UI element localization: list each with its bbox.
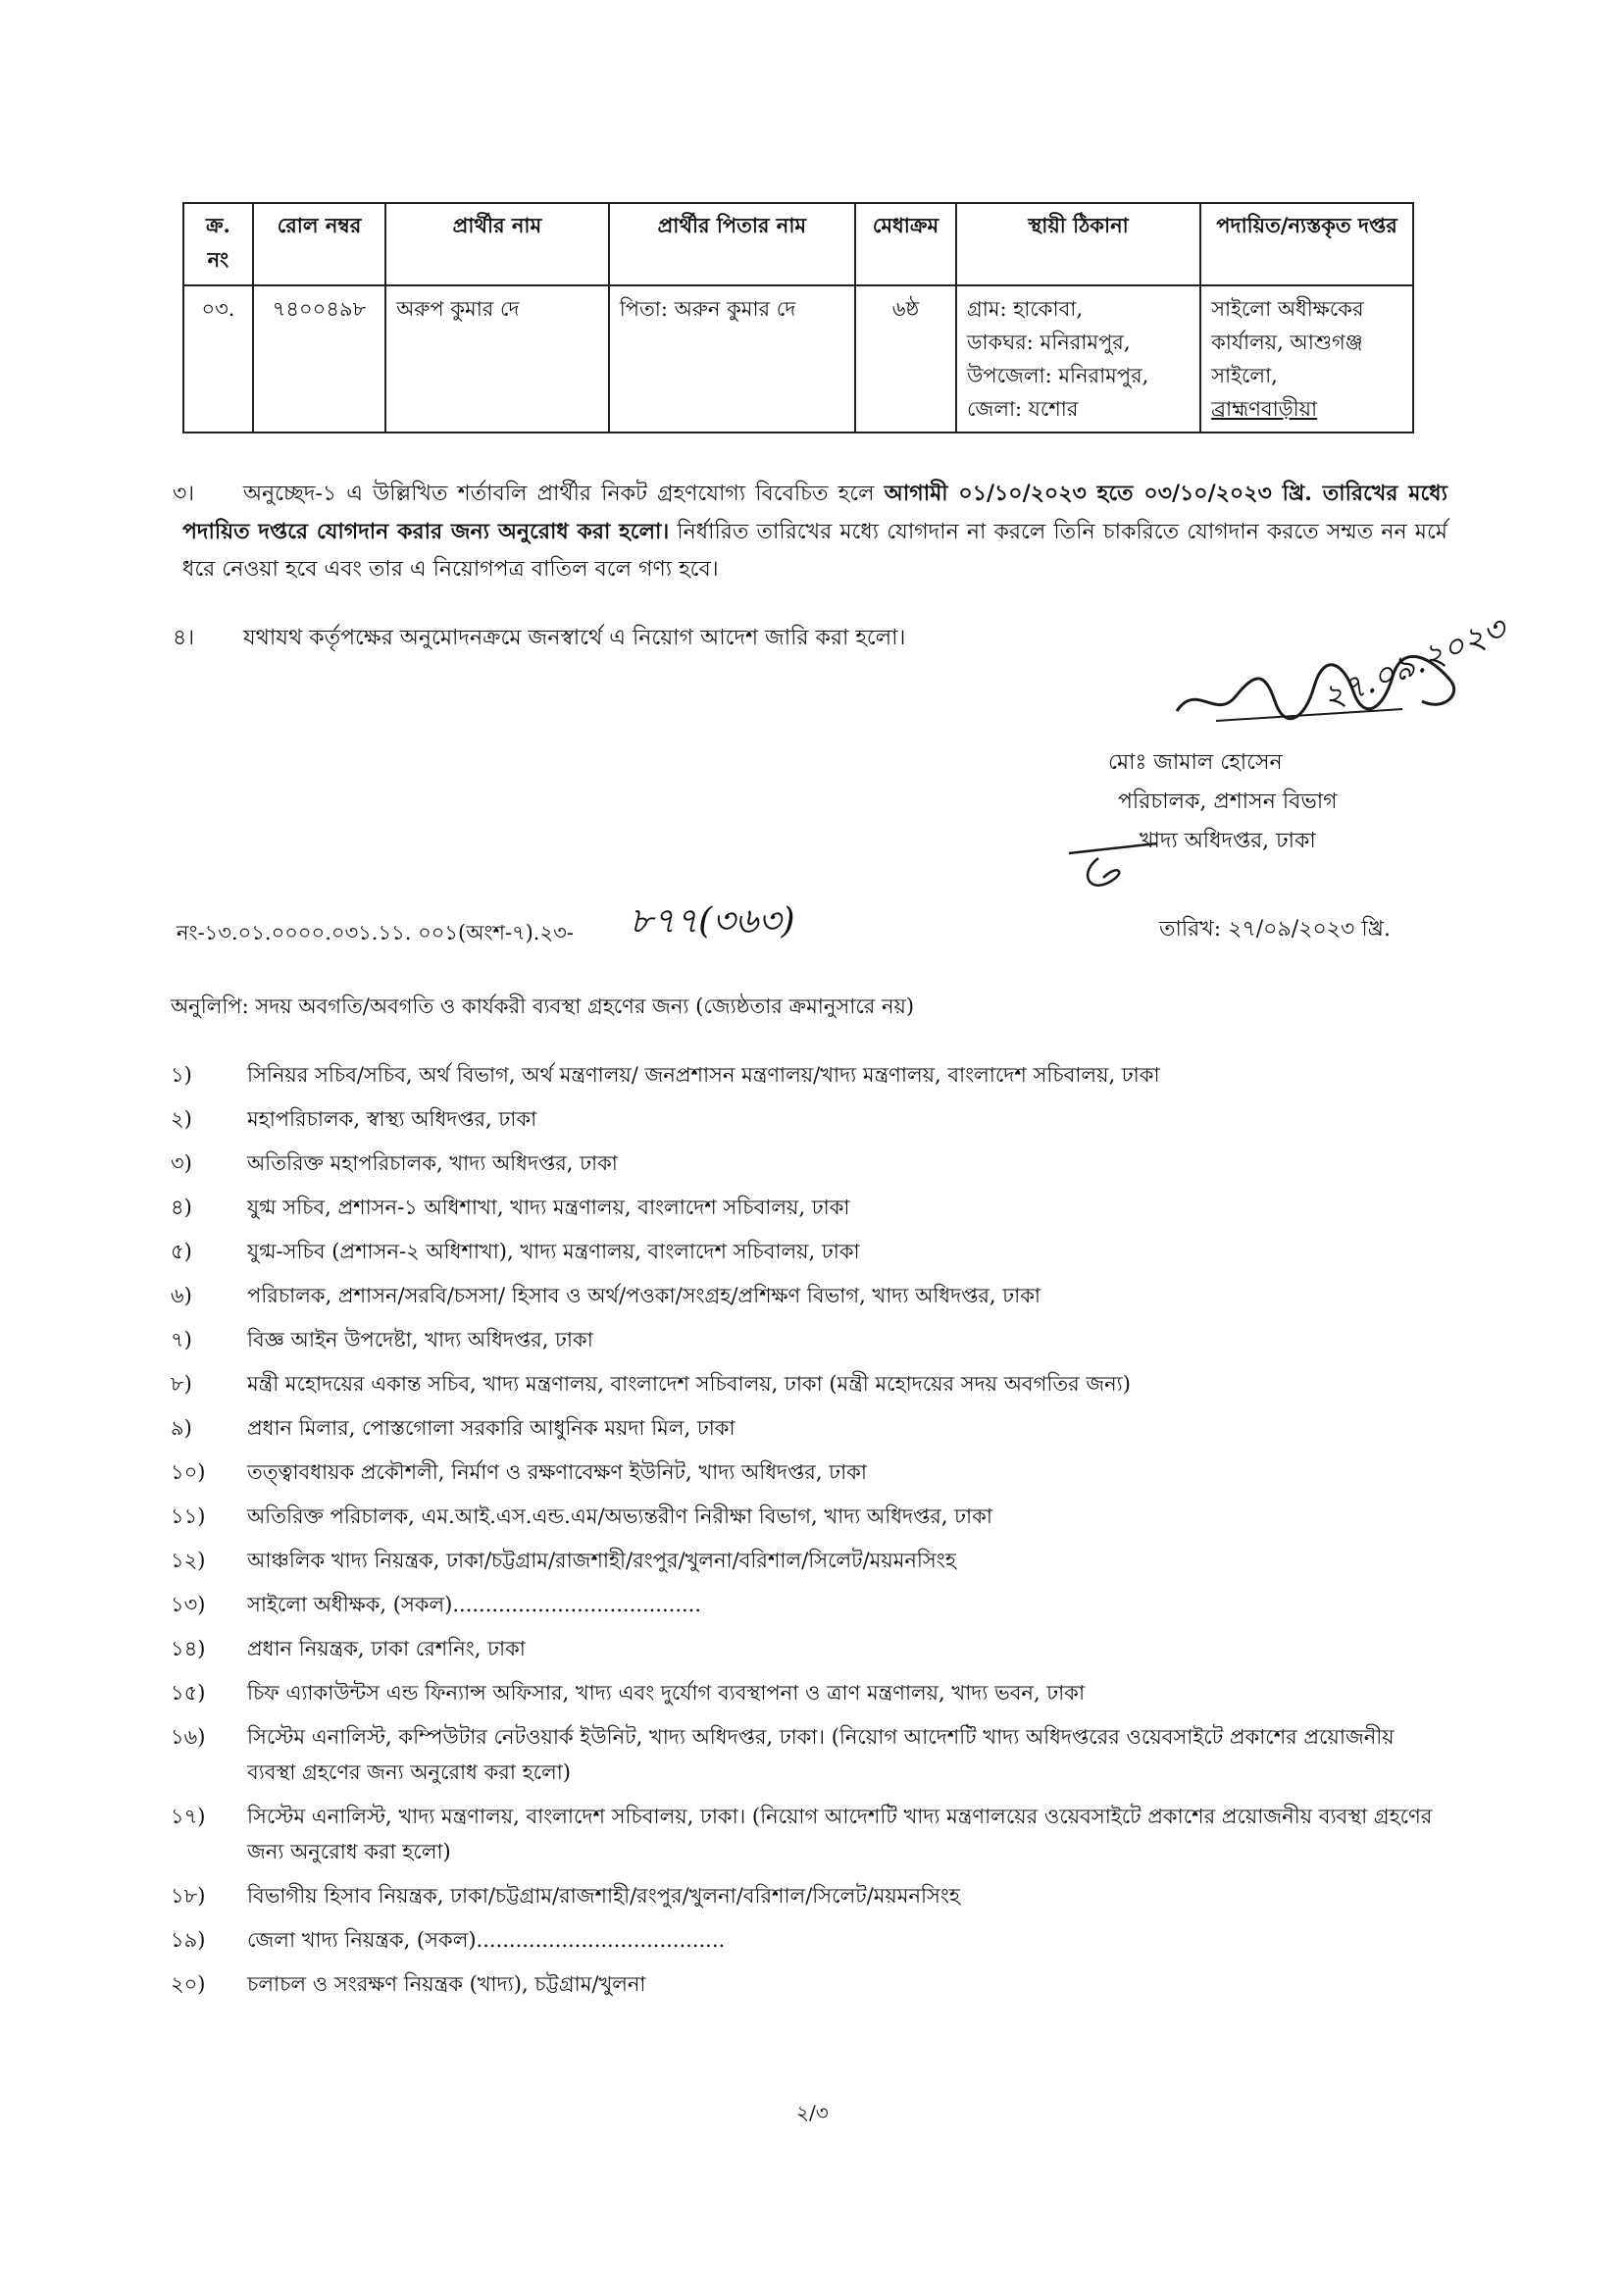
paragraph-bold-text: আগামী ০১/১০/২০২৩ হতে ০৩/১০/২০২৩ খ্রি. তারিখের মধ্যে পদায়িত দপ্তরে যোগদান করার জন্য অনুরোধ করা হলো। (182, 481, 1447, 544)
list-item-number: ২০) (171, 1972, 206, 1996)
cell-roll: ৭৪০০৪৯৮ (253, 285, 385, 433)
paragraph-text: অনুচ্ছেদ-১ এ উল্লিখিত শর্তাবলি প্রার্থীর নিকট গ্রহণযোগ্য বিবেচিত হলে (243, 482, 885, 506)
list-item-text: চিফ এ্যাকাউন্টস এন্ড ফিন্যান্স অফিসার, খাদ্য এবং দুর্যোগ ব্যবস্থাপনা ও ত্রাণ মন্ত্রণালয়, খাদ্য ভবন, ঢাকা (247, 1681, 1086, 1705)
header-candidate-name: প্রার্থীর নাম (385, 203, 609, 285)
list-item (171, 1146, 1446, 1181)
list-item-number: ১৬) (171, 1725, 206, 1749)
list-item (171, 1101, 1446, 1137)
list-item (171, 1587, 1446, 1622)
list-item-text: প্রধান নিয়ন্ত্রক, ঢাকা রেশনিং, ঢাকা (247, 1637, 526, 1660)
header-address: স্থায়ী ঠিকানা (956, 203, 1200, 285)
list-item-text: প্রধান মিলার, পোস্তগোলা সরকারি আধুনিক ময়দা মিল, ঢাকা (247, 1416, 736, 1440)
list-item-text: মন্ত্রী মহোদয়ের একান্ত সচিব, খাদ্য মন্ত্রণালয়, বাংলাদেশ সচিবালয়, ঢাকা (মন্ত্রী মহোদয়ের সদয় অবগতির জন্য) (247, 1372, 1131, 1396)
list-item-number: ১৭) (171, 1805, 206, 1828)
cell-posting-office (1200, 285, 1413, 433)
list-item (171, 1922, 1446, 1958)
list-item-text: জেলা খাদ্য নিয়ন্ত্রক, (সকল)...................................... (247, 1928, 726, 1952)
list-item (171, 1499, 1446, 1534)
address-line: ডাকঘর: মনিরামপুর, (967, 331, 1131, 354)
list-item (171, 1278, 1446, 1313)
list-item-text: সিস্টেম এনালিস্ট, কম্পিউটার নেটওয়ার্ক ইউনিট, খাদ্য অধিদপ্তর, ঢাকা। (নিয়োগ আদেশটি খাদ্য অধিদপ্তরের ওয়েবসাইটে প্রকাশের প্রয়োজনীয় ব্যবস্থা গ্রহণের জন্য অনুরোধ করা হলো) (247, 1725, 1395, 1784)
list-item-text: বিভাগীয় হিসাব নিয়ন্ত্রক, ঢাকা/চট্টগ্রাম/রাজশাহী/রংপুর/খুলনা/বরিশাল/সিলেট/ময়মনসিংহ (247, 1884, 960, 1908)
list-item-number: ১৩) (171, 1593, 206, 1616)
list-item-number: ৮) (171, 1372, 192, 1396)
list-item (171, 1966, 1446, 2002)
table-header-row (183, 203, 1413, 285)
address-line: গ্রাম: হাকোবা, (967, 297, 1084, 321)
address-line: উপজেলা: মনিরামপুর, (967, 364, 1149, 387)
header-merit: মেধাক্রম (855, 203, 956, 285)
cell-serial: ০৩. (183, 285, 253, 433)
memo-date: তারিখ: ২৭/০৯/২০২৩ খ্রি. (1159, 917, 1392, 942)
copy-heading: অনুলিপি: সদয় অবগতি/অবগতি ও কার্যকরী ব্যবস্থা গ্রহণের জন্য (জ্যেষ্ঠতার ক্রমানুসারে নয়) (171, 994, 915, 1018)
paragraph-3 (173, 475, 1447, 588)
list-item (171, 1234, 1446, 1269)
list-item-number: ৯) (171, 1416, 192, 1440)
signatory-name: মোঃ জামাল হোসেন (1108, 750, 1283, 775)
list-item-text: অতিরিক্ত মহাপরিচালক, খাদ্য অধিদপ্তর, ঢাকা (247, 1151, 618, 1175)
list-item-text: সাইলো অধীক্ষক, (সকল)...................................... (247, 1593, 702, 1616)
cell-father-name: পিতা: অরুন কুমার দে (609, 285, 855, 433)
list-item-text: চলাচল ও সংরক্ষণ নিয়ন্ত্রক (খাদ্য), চট্টগ্রাম/খুলনা (247, 1972, 646, 1996)
list-item (171, 1799, 1446, 1869)
list-item-text: সিস্টেম এনালিস্ট, খাদ্য মন্ত্রণালয়, বাংলাদেশ সচিবালয়, ঢাকা। (নিয়োগ আদেশটি খাদ্য মন্ত্রণালয়ের ওয়েবসাইটে প্রকাশের প্রয়োজনীয় ব্যবস্থা গ্রহণের জন্য অনুরোধ করা হলো) (247, 1805, 1433, 1863)
list-item-number: ১) (171, 1063, 192, 1087)
list-item-number: ১০) (171, 1460, 206, 1484)
list-item (171, 1322, 1446, 1357)
paragraph-number: ৩। (173, 482, 195, 506)
list-item-number: ১৪) (171, 1637, 206, 1660)
appointment-table (182, 202, 1414, 433)
paragraph-text: যথাযথ কর্তৃপক্ষের অনুমোদনক্রমে জনস্বার্থে এ নিয়োগ আদেশ জারি করা হলো। (243, 626, 906, 650)
address-line: জেলা: যশোর (967, 397, 1079, 421)
list-item (171, 1719, 1446, 1790)
list-item-text: আঞ্চলিক খাদ্য নিয়ন্ত্রক, ঢাকা/চট্টগ্রাম/রাজশাহী/রংপুর/খুলনা/বরিশাল/সিলেট/ময়মনসিংহ (247, 1549, 956, 1572)
copy-list (171, 1057, 1446, 2011)
list-item (171, 1631, 1446, 1666)
list-item-text: অতিরিক্ত পরিচালক, এম.আই.এস.এন্ড.এম/অভ্যন্তরীণ নিরীক্ষা বিভাগ, খাদ্য অধিদপ্তর, ঢাকা (247, 1504, 992, 1528)
list-item-text: তত্ত্বাবধায়ক প্রকৌশলী, নির্মাণ ও রক্ষণাবেক্ষণ ইউনিট, খাদ্য অধিদপ্তর, ঢাকা (247, 1460, 867, 1484)
header-roll: রোল নম্বর (253, 203, 385, 285)
office-line: কার্যালয়, আশুগঞ্জ (1211, 331, 1363, 354)
memo-number: নং-১৩.০১.০০০০.০৩১.১১. ০০১(অংশ-৭).২৩- (177, 921, 574, 944)
page-number: ২/৩ (796, 2101, 829, 2124)
office-line: ব্রাহ্মণবাড়ীয়া (1211, 397, 1318, 421)
list-item-number: ১৮) (171, 1884, 206, 1908)
header-father-name: প্রার্থীর পিতার নাম (609, 203, 855, 285)
list-item-number: ২) (171, 1107, 192, 1131)
list-item (171, 1878, 1446, 1913)
office-line: সাইলো অধীক্ষকের (1211, 297, 1364, 321)
list-item (171, 1410, 1446, 1446)
list-item-text: মহাপরিচালক, স্বাস্থ্য অধিদপ্তর, ঢাকা (247, 1107, 537, 1131)
list-item-text: সিনিয়র সচিব/সচিব, অর্থ বিভাগ, অর্থ মন্ত্রণালয়/ জনপ্রশাসন মন্ত্রণালয়/খাদ্য মন্ত্রণালয়, বাংলাদেশ সচিবালয়, ঢাকা (247, 1063, 1160, 1087)
signatory-designation: পরিচালক, প্রশাসন বিভাগ (1118, 790, 1338, 814)
list-item-number: ৭) (171, 1328, 192, 1351)
list-item (171, 1675, 1446, 1710)
header-serial: ক্র. নং (183, 203, 253, 285)
list-item-number: ১২) (171, 1549, 206, 1572)
signatory-office: খাদ্য অধিদপ্তর, ঢাকা (1140, 829, 1316, 853)
signature-date: ২৭.০৯.২০২৩ (1316, 609, 1512, 719)
list-item-number: ১৫) (171, 1681, 206, 1705)
header-posting-office: পদায়িত/ন্যস্তকৃত দপ্তর (1200, 203, 1413, 285)
paragraph-text: নির্ধারিত তারিখের মধ্যে যোগদান না করলে তিনি চাকরিতে যোগদান করতে সম্মত নন মর্মে ধরে নেওয়া হবে এবং তার এ নিয়োগপত্র বাতিল বলে গণ্য হবে। (182, 520, 1447, 582)
list-item-number: ৪) (171, 1196, 192, 1219)
list-item-number: ৩) (171, 1151, 192, 1175)
list-item (171, 1543, 1446, 1578)
list-item-number: ১১) (171, 1504, 206, 1528)
list-item (171, 1366, 1446, 1402)
list-item (171, 1190, 1446, 1225)
list-item-text: পরিচালক, প্রশাসন/সরবি/চসসা/ হিসাব ও অর্থ/পওকা/সংগ্রহ/প্রশিক্ষণ বিভাগ, খাদ্য অধিদপ্তর, ঢাকা (247, 1284, 1041, 1307)
list-item-text: বিজ্ঞ আইন উপদেষ্টা, খাদ্য অধিদপ্তর, ঢাকা (247, 1328, 593, 1351)
list-item-text: যুগ্ম সচিব, প্রশাসন-১ অধিশাখা, খাদ্য মন্ত্রণালয়, বাংলাদেশ সচিবালয়, ঢাকা (247, 1196, 850, 1219)
table-row (183, 285, 1413, 433)
list-item-number: ৬) (171, 1284, 192, 1307)
office-line: সাইলো, (1211, 364, 1278, 387)
handwritten-memo-number: ৮৭৭(৩৬৩) (630, 901, 795, 942)
cell-merit: ৬ষ্ঠ (855, 285, 956, 433)
list-item (171, 1057, 1446, 1093)
list-item-number: ৫) (171, 1240, 192, 1263)
list-item (171, 1454, 1446, 1490)
cell-address (956, 285, 1200, 433)
initial-mark-icon (1059, 834, 1167, 902)
paragraph-number: ৪। (173, 626, 195, 650)
cell-candidate-name: অরুপ কুমার দে (385, 285, 609, 433)
list-item-number: ১৯) (171, 1928, 206, 1952)
list-item-text: যুগ্ম-সচিব (প্রশাসন-২ অধিশাখা), খাদ্য মন্ত্রণালয়, বাংলাদেশ সচিবালয়, ঢাকা (247, 1240, 860, 1263)
